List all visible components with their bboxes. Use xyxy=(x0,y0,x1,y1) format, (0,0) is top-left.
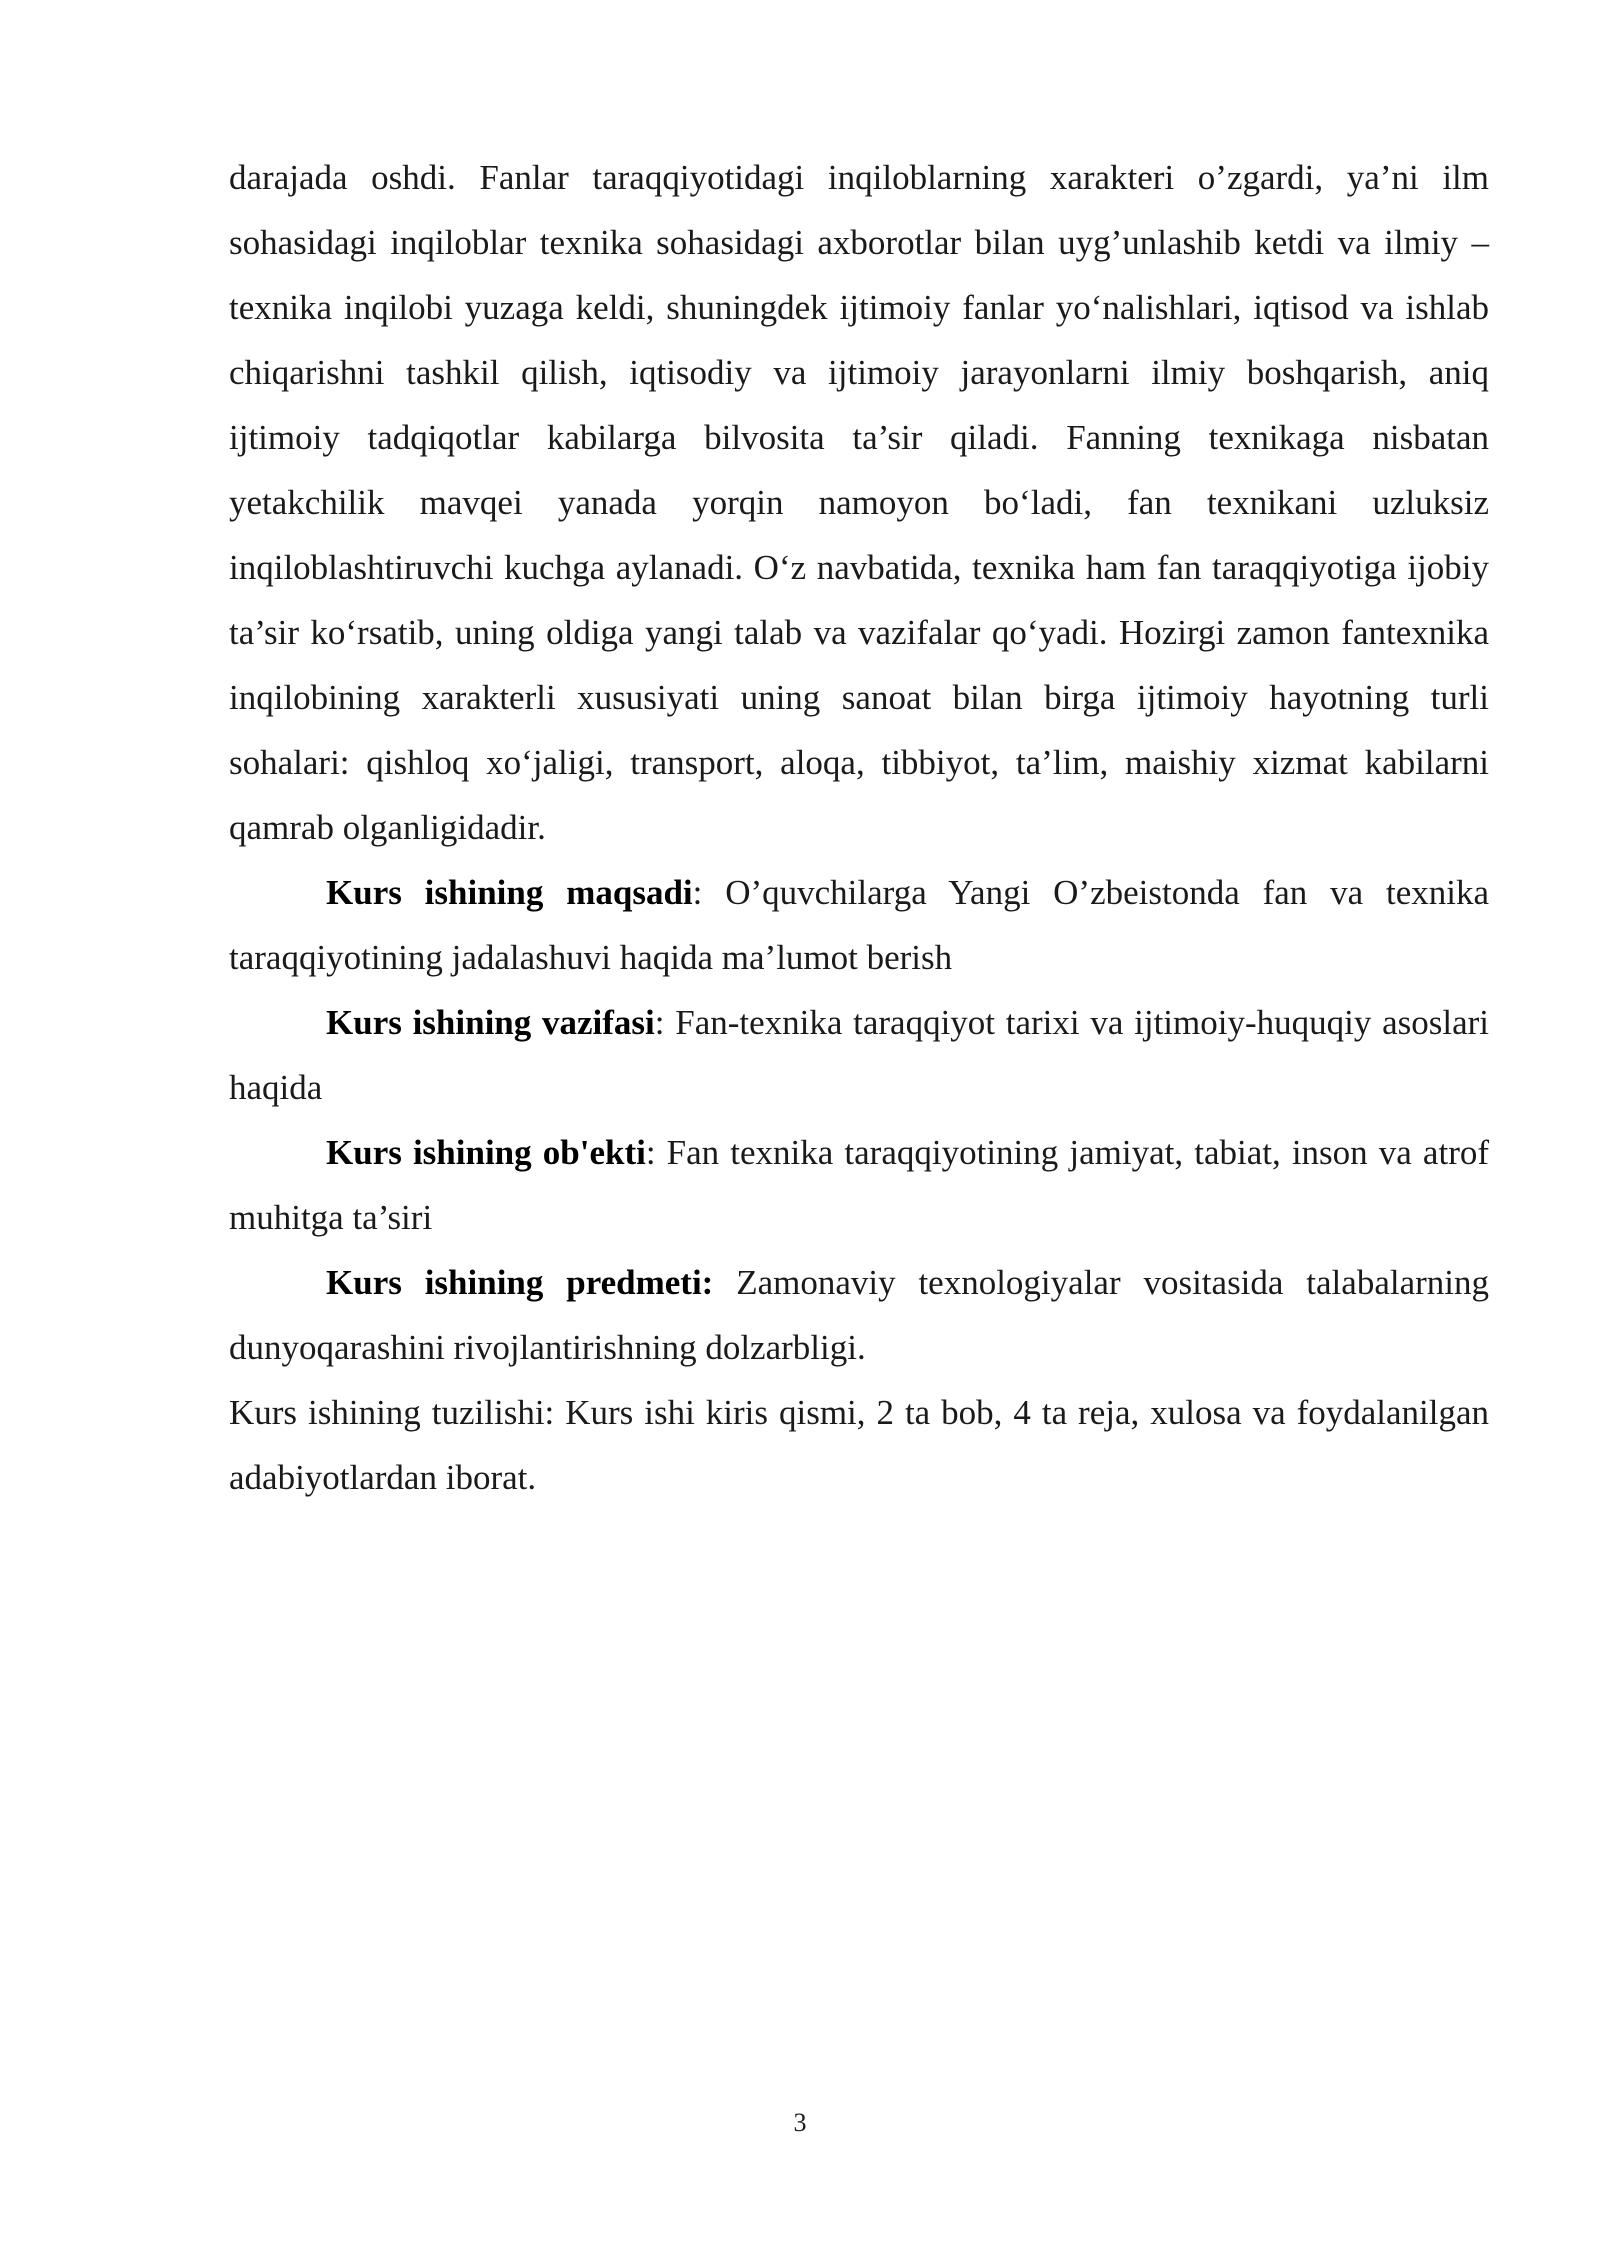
document-body xyxy=(229,145,1489,1510)
goal-label: Kurs ishining maqsadi xyxy=(326,873,693,912)
subject-label: Kurs ishining predmeti: xyxy=(326,1263,714,1302)
subject-text: Zamonaviy texnologiyalar vositasida talabalarning dunyoqarashini rivojlantirishning dolzarbligi. xyxy=(229,1263,1489,1367)
subject-paragraph xyxy=(229,1250,1489,1380)
task-text: : Fan-texnika taraqqiyot tarixi va ijtimoiy-huquqiy asoslari haqida xyxy=(229,1003,1489,1107)
page-number: 3 xyxy=(793,2108,807,2137)
structure-paragraph: Kurs ishining tuzilishi: Kurs ishi kiris qismi, 2 ta bob, 4 ta reja, xulosa va foydalanilgan adabiyotlardan iborat. xyxy=(229,1393,1489,1497)
intro-paragraph: darajada oshdi. Fanlar taraqqiyotidagi inqiloblarning xarakteri o’zgardi, ya’ni ilm sohasidagi inqiloblar texnika sohasidagi axborotlar bilan uyg’unlashib ketdi va ilmiy – texnika inqilobi yuzaga keldi, shuningdek ijtimoiy fanlar yo‘nalishlari, iqtisod va ishlab chiqarishni tashkil qilish, iqtisodiy va ijtimoiy jarayonlarni ilmiy boshqarish, aniq ijtimoiy tadqiqotlar kabilarga bilvosita ta’sir qiladi. Fanning texnikaga nisbatan yetakchilik mavqei yanada yorqin namoyon bo‘ladi, fan texnikani uzluksiz inqiloblashtiruvchi kuchga aylanadi. O‘z navbatida, texnika ham fan taraqqiyotiga ijobiy ta’sir ko‘rsatib, uning oldiga yangi talab va vazifalar qo‘yadi. Hozirgi zamon fantexnika inqilobining xarakterli xususiyati uning sanoat bilan birga ijtimoiy hayotning turli sohalari: qishloq xo‘jaligi, transport, aloqa, tibbiyot, ta’lim, maishiy xizmat kabilarni qamrab olganligidadir. xyxy=(229,158,1489,847)
object-label: Kurs ishining ob'ekti xyxy=(326,1133,646,1172)
object-paragraph xyxy=(229,1120,1489,1250)
task-paragraph xyxy=(229,990,1489,1120)
goal-paragraph xyxy=(229,860,1489,990)
goal-text: : O’quvchilarga Yangi O’zbeistonda fan va texnika taraqqiyotining jadalashuvi haqida ma’lumot berish xyxy=(229,873,1490,977)
task-label: Kurs ishining vazifasi xyxy=(326,1003,655,1042)
object-text: : Fan texnika taraqqiyotining jamiyat, tabiat, inson va atrof muhitga ta’siri xyxy=(229,1133,1489,1237)
